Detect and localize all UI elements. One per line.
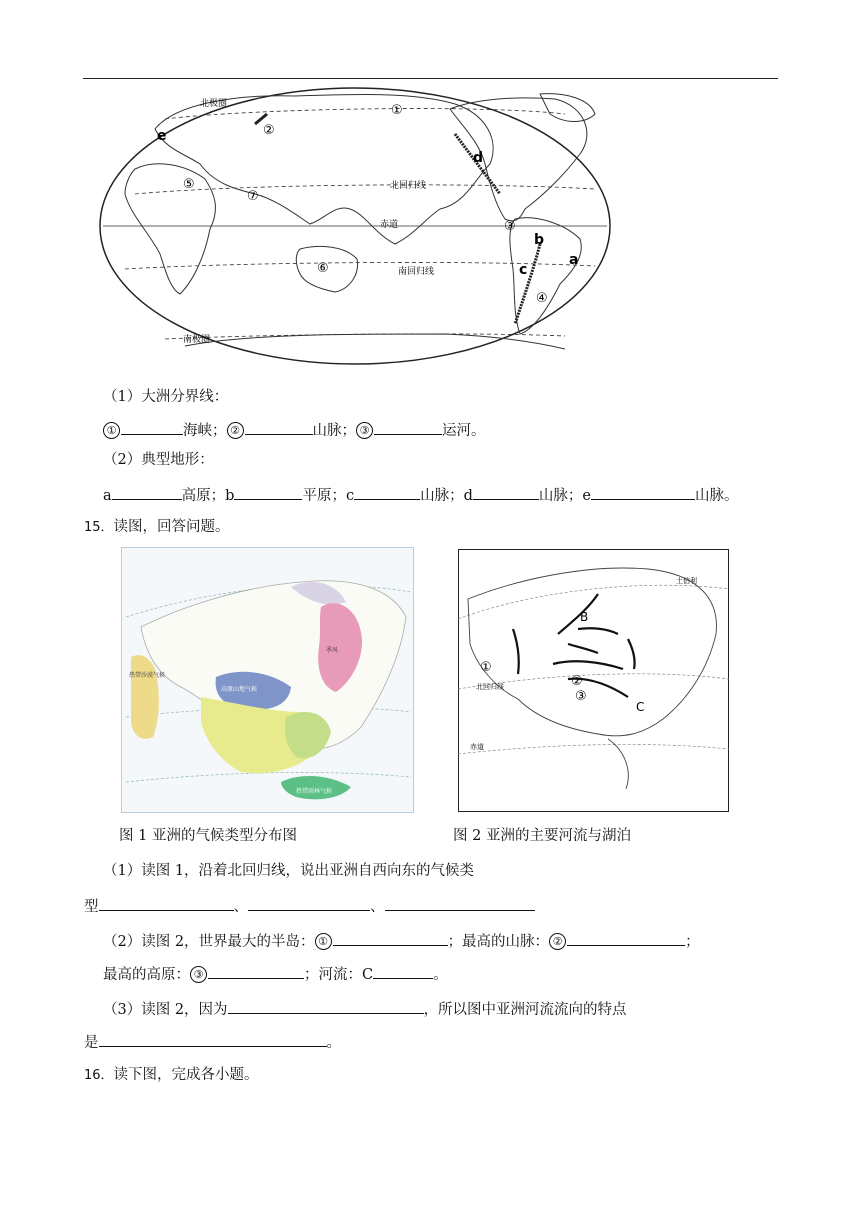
- q15-s1-line2: 型 、 、: [84, 894, 535, 917]
- answer-blank[interactable]: [567, 929, 685, 946]
- q14-part2-line: a 高原；b 平原；c 山脉；d 山脉；e 山脉。: [103, 483, 738, 506]
- answer-blank[interactable]: [228, 997, 424, 1014]
- mark-c: c: [519, 262, 528, 278]
- fig2-caption: 图 2 亚洲的主要河流与湖泊: [453, 828, 631, 844]
- fig2-mark-3: ③: [575, 689, 587, 704]
- world-map: [95, 84, 615, 369]
- fig2-equator-label: 赤道: [470, 743, 484, 751]
- answer-blank[interactable]: [112, 483, 182, 500]
- mark-4: ④: [536, 291, 548, 306]
- answer-blank[interactable]: [245, 418, 313, 435]
- equator-label: 赤道: [380, 220, 399, 230]
- answer-blank[interactable]: [208, 962, 304, 979]
- mark-5: ⑤: [183, 177, 195, 192]
- answer-blank[interactable]: [333, 929, 448, 946]
- answer-blank[interactable]: [385, 894, 535, 911]
- fig1-rain-label: 热带雨林气候: [296, 788, 333, 795]
- answer-blank[interactable]: [374, 418, 442, 435]
- fig1-desert-label: 热带沙漠气候: [129, 672, 166, 679]
- mark-b: b: [534, 232, 545, 248]
- answer-blank[interactable]: [234, 483, 302, 500]
- mark-6: ⑥: [317, 261, 329, 276]
- asia-rivers-map: [458, 549, 729, 812]
- q15-s2-line1: （2）读图 2，世界最大的半岛： ① ；最高的山脉： ② ；: [103, 929, 700, 952]
- fig2-mark-1: ①: [480, 660, 492, 675]
- q15-s3-line2: 是 。: [84, 1030, 341, 1053]
- fig1-caption: 图 1 亚洲的气候类型分布图: [119, 828, 297, 844]
- answer-blank[interactable]: [121, 418, 183, 435]
- mark-2: ②: [263, 123, 275, 138]
- q14-part1-line: ① 海峡； ② 山脉； ③ 运河。: [103, 418, 486, 441]
- header-rule: [83, 78, 778, 79]
- q15-s1-line1: （1）读图 1，沿着北回归线，说出亚洲自西向东的气候类: [103, 863, 475, 879]
- answer-blank[interactable]: [99, 894, 234, 911]
- q15-stem: 15．读图，回答问题。: [84, 519, 230, 535]
- fig2-mark-2: ②: [571, 674, 583, 689]
- q14-part2-title: （2）典型地形：: [103, 452, 214, 468]
- q16-stem: 16．读下图，完成各小题。: [84, 1067, 259, 1083]
- tropic-capricorn-label: 南回归线: [398, 267, 435, 277]
- fig2-tropic-label: 北回归线: [476, 683, 504, 691]
- answer-blank[interactable]: [591, 483, 695, 500]
- answer-blank[interactable]: [99, 1030, 327, 1047]
- q15-s2-line2: 最高的高原： ③ ；河流：C 。: [103, 962, 448, 985]
- fig1-plateau-label: 高原山地气候: [221, 686, 258, 693]
- answer-blank[interactable]: [248, 894, 370, 911]
- tropic-cancer-label: 北回归线: [390, 181, 427, 191]
- answer-blank[interactable]: [373, 962, 433, 979]
- fig2-C-label: C: [636, 700, 645, 714]
- fig2-siberia-label: 土伯利: [676, 577, 697, 585]
- answer-blank[interactable]: [473, 483, 539, 500]
- fig1-monsoon-label: 季风: [326, 647, 339, 654]
- arctic-label: 北极圈: [200, 99, 228, 109]
- q14-part1-title: （1）大洲分界线：: [103, 389, 229, 405]
- mark-a: a: [569, 252, 579, 268]
- mark-7: ⑦: [247, 189, 259, 204]
- mark-1: ①: [391, 103, 403, 118]
- answer-blank[interactable]: [354, 483, 420, 500]
- asia-climate-map: [121, 547, 414, 813]
- mark-d: d: [473, 150, 484, 166]
- mark-e: e: [157, 128, 167, 144]
- antarctic-label: 南极圈: [183, 335, 211, 345]
- fig2-B-label: B: [580, 610, 589, 624]
- mark-3: ③: [504, 219, 516, 234]
- q15-s3-line1: （3）读图 2，因为 ，所以图中亚洲河流流向的特点: [103, 997, 627, 1020]
